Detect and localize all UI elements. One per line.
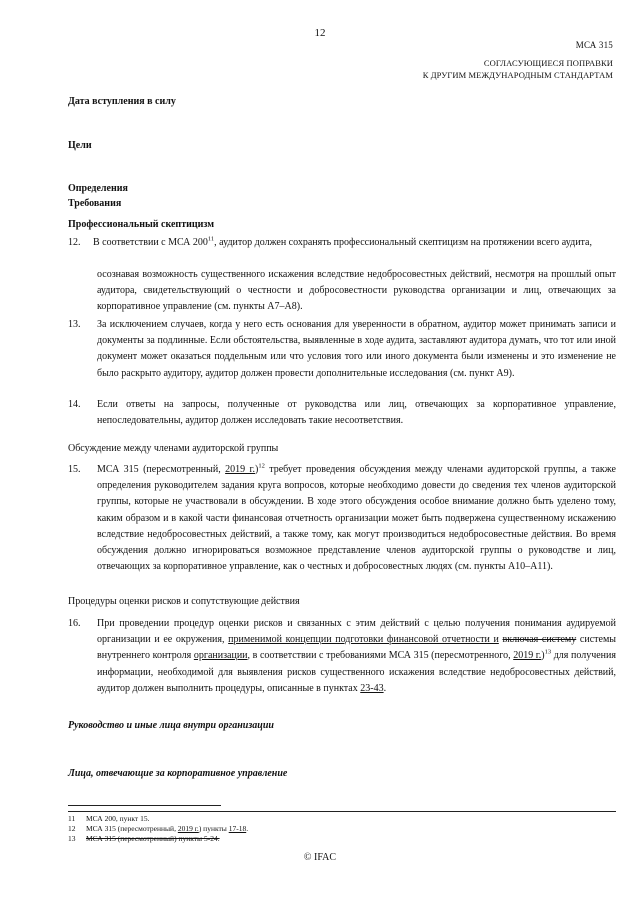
- p16-inserted-text-2: организации: [193, 650, 248, 662]
- paragraph-12-body: осознавая возможность существенного искажения вследствие недобросовестных действий, несмотря на прошлый опыт аудитора, свидетельствующий о честности и добросовестности руководства организации и лиц, отвечающих за корпоративное управление (см. пункты А7–А8).: [97, 269, 616, 313]
- footnote-11: [68, 814, 149, 823]
- p16-deleted-text: включая систему: [502, 634, 577, 646]
- p16-inserted-text-3: 2019 г.: [513, 650, 542, 662]
- footnote-number: 12: [68, 824, 76, 833]
- p16-text-c: , в соответствии с требованиями МСА 315 (пересмотренного,: [247, 650, 514, 662]
- paragraph-number: 12.: [68, 237, 81, 248]
- footnote-text-a: МСА 315 (пересмотренный,: [86, 824, 178, 833]
- heading-governance: Лица, отвечающие за корпоративное управление: [68, 768, 288, 779]
- footnote-13: [68, 834, 220, 843]
- p16-text-d: ): [541, 650, 545, 662]
- p16-text-f: .: [383, 682, 387, 694]
- footnote-separator: [68, 805, 221, 806]
- footnote-ref: 12: [258, 462, 265, 470]
- paragraph-number: 13.: [68, 319, 81, 330]
- footnote-text-c: .: [246, 824, 249, 833]
- paragraph-12-intro: [68, 235, 616, 251]
- p15-text-a: МСА 315 (пересмотренный,: [97, 464, 226, 475]
- p15-inserted-text: 2019 г.: [225, 464, 255, 475]
- page-rule: [68, 811, 616, 812]
- heading-effective-date: Дата вступления в силу: [68, 96, 176, 107]
- footnote-number: 13: [68, 834, 76, 843]
- paragraph-16: [97, 616, 616, 697]
- p16-text-e: для получения информации, необходимой для выявления рисков существенного искажения вследствие недобросовестных действий, аудитор должен выполнить процедуры, описанные в пунктах: [97, 650, 616, 694]
- page-footer: © IFAC: [303, 852, 337, 863]
- heading-objectives: Цели: [68, 140, 92, 151]
- heading-procedures: Процедуры оценки рисков и сопутствующие действия: [68, 596, 300, 607]
- page-number: 12: [314, 27, 326, 39]
- header-line-2: К ДРУГИМ МЕЖДУНАРОДНЫМ СТАНДАРТАМ: [422, 70, 613, 80]
- heading-management: Руководство и иные лица внутри организации: [68, 720, 274, 731]
- footnote-text-b: ) пункты: [198, 824, 229, 833]
- heading-discussion: Обсуждение между членами аудиторской группы: [68, 443, 279, 454]
- p12-text-a: В соответствии с МСА 200: [93, 237, 208, 248]
- p15-text-c: требует проведения обсуждения между членами аудиторской группы, а также определения руководителем задания круга вопросов, которые необходимо довести до сведения тех членов аудиторской группы, которые не участвовали в обсуждении. В ходе этого обсуждения особое внимание должно быть уделено тому, каким образом и в какой части финансовая отчетность организации может быть подвержена существенному искажению вследствие недобросовестных действий, а также тому, как могут производиться недобросовестные действия. Во время обсуждения должно игнорироваться возможное представление членов аудиторской группы о руководстве и лиц, отвечающих за корпоративное управление, как о честных и добросовестных людях (см. пункты А10–А11).: [97, 464, 616, 573]
- header-line-1: СОГЛАСУЮЩИЕСЯ ПОПРАВКИ: [483, 58, 613, 68]
- paragraph-14: Если ответы на запросы, полученные от руководства или лиц, отвечающих за корпоративное управление, непоследовательны, аудитор должен исследовать такие несоответствия.: [97, 399, 616, 427]
- paragraph-13: За исключением случаев, когда у него есть основания для уверенности в обратном, аудитор может принимать записи и документы за подлинные. Если обстоятельства, выявленные в ходе аудита, заставляют аудитора думать, что тот или иной документ может оказаться поддельным или что условия того или иного документа были изменены и это изменение не было раскрыто аудитору, аудитор должен провести дополнительные исследования (см. пункт А9).: [97, 319, 616, 379]
- footnote-ref: 13: [544, 649, 552, 657]
- p16-inserted-text-4: 23-43: [360, 682, 384, 694]
- paragraph-number: 14.: [68, 399, 81, 410]
- p16-text-a: При проведении процедур оценки рисков и связанных с этим действий с целью получения понимания аудируемой организации и ее окружения,: [97, 618, 616, 646]
- standard-code: МСА 315: [575, 40, 613, 50]
- footnote-12: [68, 824, 248, 833]
- heading-definitions: Определения: [68, 183, 128, 194]
- footnote-inserted-text-2: 17-18: [228, 824, 247, 833]
- footnote-number: 11: [68, 814, 76, 823]
- paragraph-15: [97, 462, 616, 575]
- footnote-deleted-text: МСА 315 (пересмотренный) пункты 5-24.: [86, 834, 220, 843]
- footnote-text: МСА 200, пункт 15.: [86, 814, 150, 823]
- paragraph-number: 16.: [68, 618, 81, 629]
- heading-skepticism: Профессиональный скептицизм: [68, 219, 215, 230]
- footnote-ref: 11: [207, 235, 215, 243]
- p12-text-b: , аудитор должен сохранять профессиональный скептицизм на протяжении всего аудита,: [214, 237, 592, 248]
- heading-requirements: Требования: [68, 198, 122, 209]
- footnote-inserted-text: 2019 г.: [177, 824, 199, 833]
- p15-text-b: ): [255, 464, 259, 475]
- paragraph-number: 15.: [68, 464, 81, 475]
- p16-inserted-text-1: применимой концепции подготовки финансовой отчетности и: [228, 634, 499, 646]
- p16-text-b: системы внутреннего контроля: [97, 634, 616, 662]
